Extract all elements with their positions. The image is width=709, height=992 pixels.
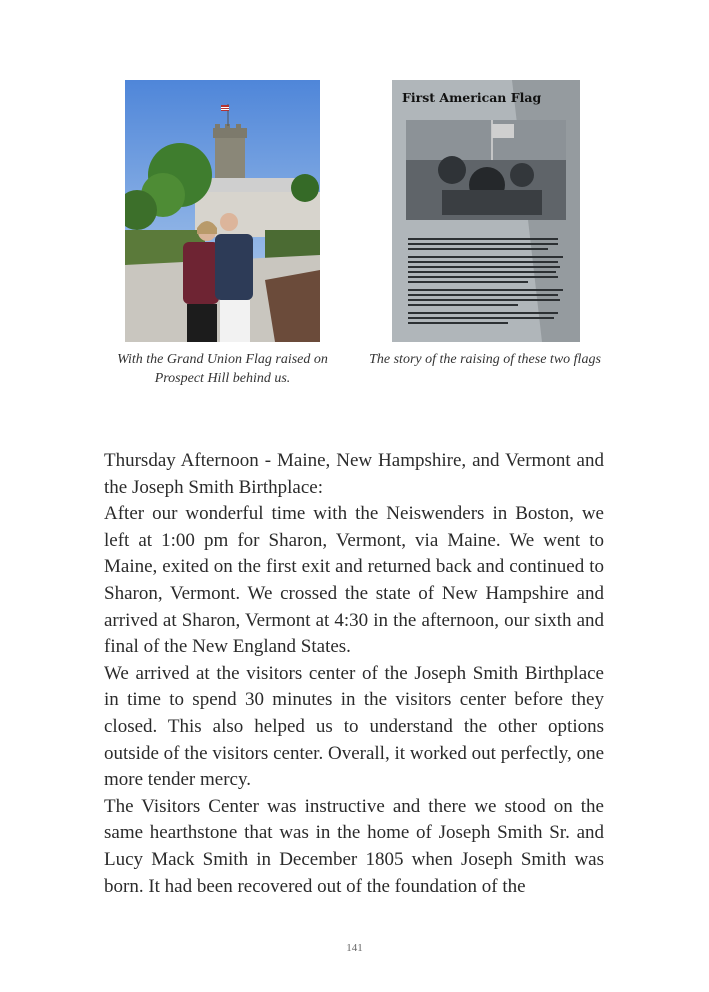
photo-caption-right: The story of the raising of these two flags: [369, 352, 601, 367]
photo-prospect-hill: [125, 80, 320, 342]
paragraph: We arrived at the visitors center of the Joseph Smith Birthplace in time to spend 30 minutes in the visitors center before they closed. This also helped us to understand the other options outside of the visitors center. Overall, it worked out perfectly, one more tender mercy.: [104, 662, 604, 791]
paragraph: The Visitors Center was instructive and there we stood on the same hearthstone that was in the home of Joseph Smith Sr. and Lucy Mack Smith in December 1805 when Joseph Smith was born. It had been recovered out of the foundation of the: [104, 795, 604, 897]
plaque-title: First American Flag: [402, 90, 542, 105]
page-number: 141: [346, 942, 363, 954]
paragraph: After our wonderful time with the Neiswenders in Boston, we left at 1:00 pm for Sharon, Vermont, via Maine. We went to Maine, exited on the first exit and returned back and continued to Sharon, Vermont. We crossed the state of New Hampshire and arrived at Sharon, Vermont at 4:30 in the afternoon, our sixth and final of the New England States.: [104, 503, 604, 658]
section-heading: Thursday Afternoon - Maine, New Hampshire, and Vermont and the Joseph Smith Birthplace:: [104, 450, 604, 498]
body-text: [104, 448, 604, 900]
photo-plaque: [392, 80, 580, 342]
photo-caption-left: With the Grand Union Flag raised on Prospect Hill behind us.: [117, 352, 328, 386]
